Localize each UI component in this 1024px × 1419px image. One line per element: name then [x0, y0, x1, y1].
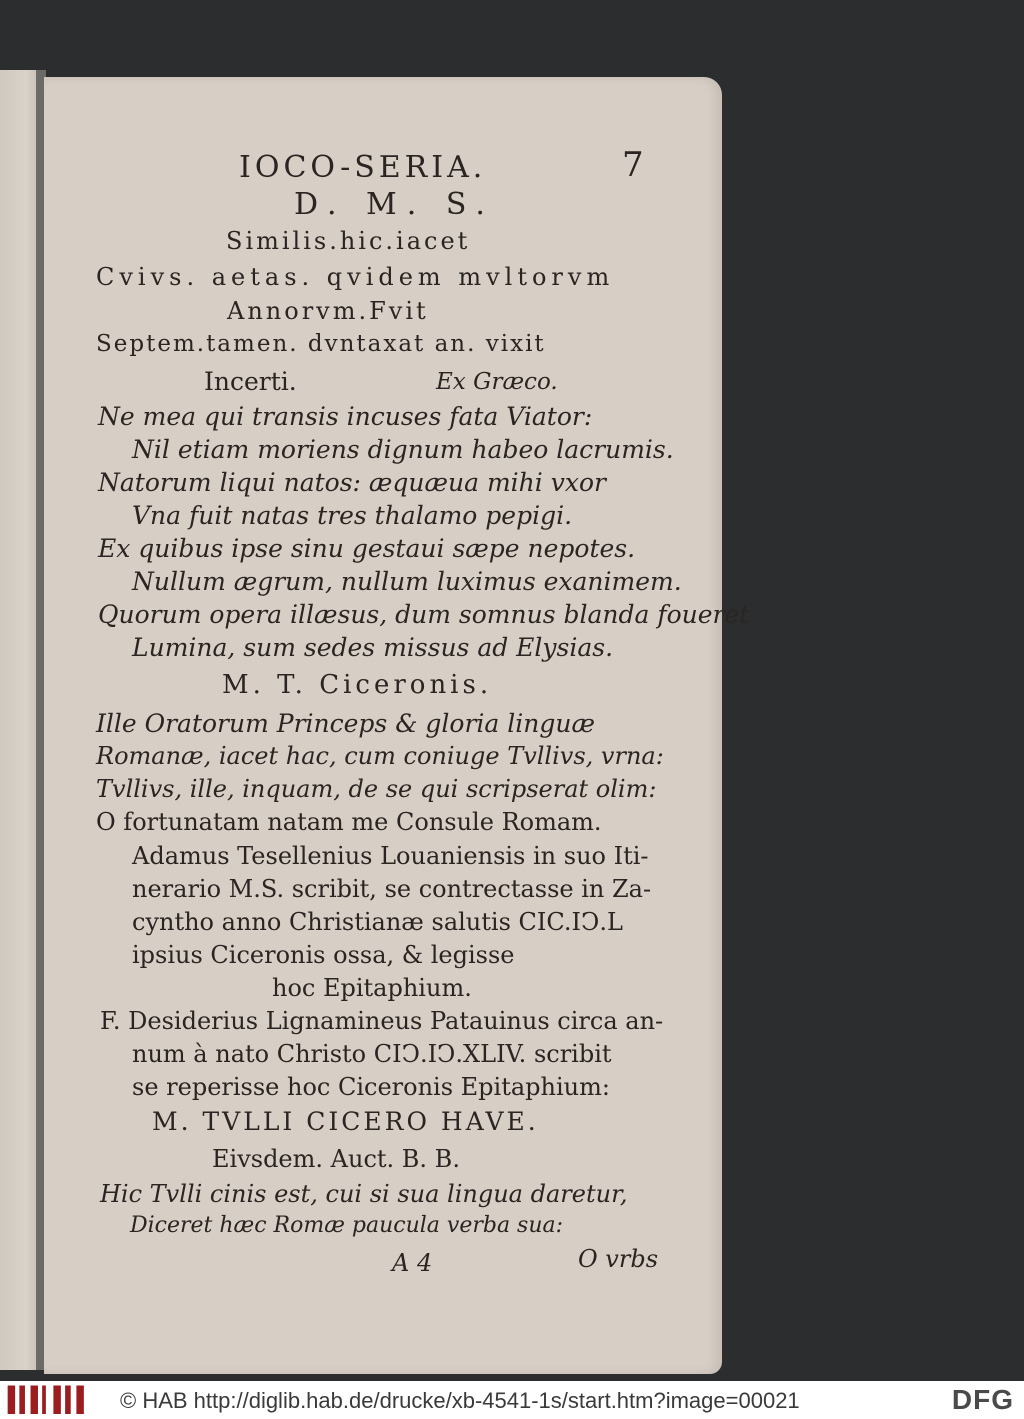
paragraph-line: ipsius Ciceronis ossa, & legisse	[132, 941, 515, 969]
verse-line: Ne mea qui transis incuses fata Viator:	[98, 402, 593, 431]
verse-line: Nullum ægrum, nullum luximus exanimem.	[132, 567, 682, 596]
page-number: 7	[622, 145, 644, 185]
paragraph-line: Adamus Tesellenius Louaniensis in suo Iti-	[132, 842, 649, 870]
running-title: IOCO-SERIA.	[239, 150, 487, 185]
verse-line: O fortunatam natam me Consule Romam.	[96, 808, 602, 836]
verse-line: Natorum liqui natos: æquæua mihi vxor	[98, 468, 606, 497]
dfg-logo: DFG	[951, 1384, 1014, 1415]
epitaph-line: Similis.hic.iacet	[226, 227, 471, 255]
verse-line: Ex quibus ipse sinu gestaui sæpe nepotes.	[98, 534, 636, 563]
paragraph-line: se reperisse hoc Ciceronis Epitaphium:	[132, 1073, 610, 1101]
dms-heading: D. M. S.	[294, 187, 495, 222]
book-page	[44, 77, 750, 1374]
paragraph-line: hoc Epitaphium.	[272, 974, 472, 1002]
eiusdem-heading: Eivsdem. Auct. B. B.	[212, 1145, 460, 1173]
epitaph-line: Annorvm.Fvit	[227, 297, 429, 325]
section-heading: M. T. Ciceronis.	[222, 670, 493, 700]
catchword: O vrbs	[578, 1245, 659, 1273]
viewer-footer	[0, 1381, 1024, 1419]
paragraph-line: num à nato Christo CIↃ.IↃ.XLIV. scribit	[132, 1040, 612, 1068]
verse-line: Nil etiam moriens dignum habeo lacrumis.	[132, 435, 674, 464]
barcode-logo-icon: ▌▍▌▎▌▍▌	[8, 1386, 89, 1414]
verse-line: Diceret hæc Romæ paucula verba sua:	[130, 1213, 564, 1238]
paragraph-line: nerario M.S. scribit, se contrectasse in Za-	[132, 875, 652, 903]
verse-line: Hic Tvlli cinis est, cui si sua lingua daretur,	[100, 1180, 628, 1208]
signature-mark: A 4	[392, 1249, 433, 1277]
epitaph-line: Cvivs. aetas. qvidem mvltorvm	[96, 263, 615, 291]
verse-line: Vna fuit natas tres thalamo pepigi.	[132, 501, 573, 530]
source-link[interactable]: © HAB http://diglib.hab.de/drucke/xb-4541-1s/start.htm?image=00021	[120, 1388, 800, 1413]
poem-origin: Ex Græco.	[436, 369, 558, 395]
verse-line: Quorum opera illæsus, dum somnus blanda foueret	[98, 600, 750, 629]
poem-source: Incerti.	[204, 367, 297, 396]
verse-line: Romanæ, iacet hac, cum coniuge Tvllivs, vrna:	[96, 742, 664, 770]
verse-line: Ille Oratorum Princeps & gloria linguæ	[96, 709, 595, 738]
epitaph-line: Septem.tamen. dvntaxat an. vixit	[96, 331, 546, 357]
epitaph-inscription: M. TVLLI CICERO HAVE.	[152, 1107, 539, 1136]
paragraph-line: cyntho anno Christianæ salutis CIC.IↃ.L	[132, 908, 623, 936]
verse-line: Lumina, sum sedes missus ad Elysias.	[132, 633, 614, 662]
paragraph-line: F. Desiderius Lignamineus Patauinus circa an-	[100, 1007, 664, 1035]
verse-line: Tvllivs, ille, inquam, de se qui scripserat olim:	[96, 775, 657, 803]
